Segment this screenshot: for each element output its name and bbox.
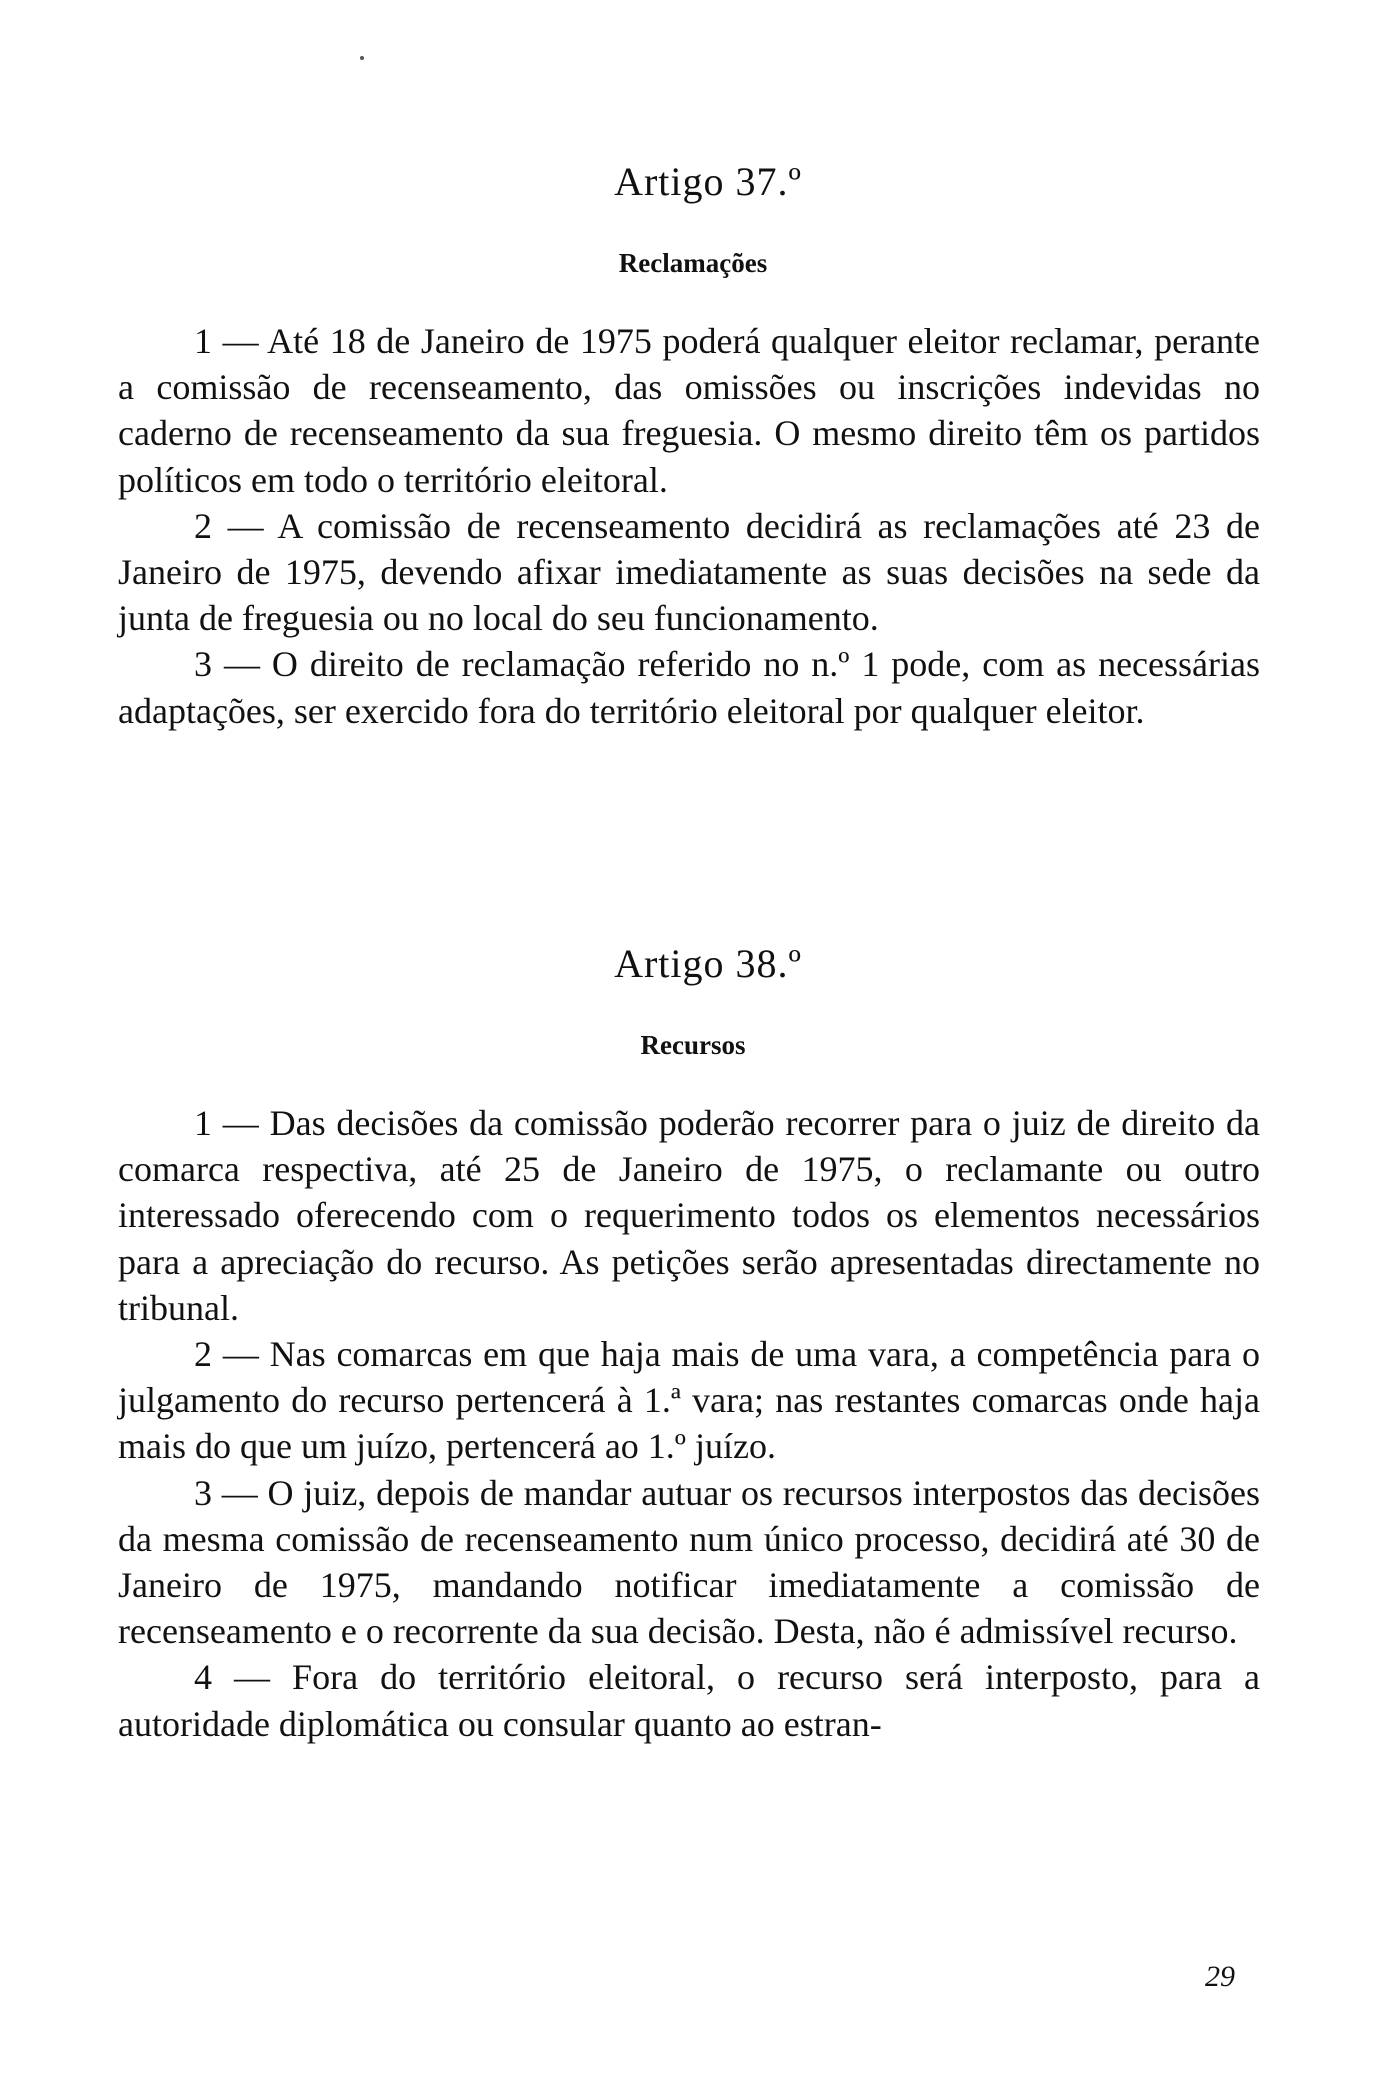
- article-37-paragraph-3: 3 — O direito de reclamação referido no n.º 1 pode, com as necessárias adaptações, ser exercido fora do território eleitoral por qualquer eleitor.: [118, 644, 1260, 731]
- article-38-paragraph-2: 2 — Nas comarcas em que haja mais de uma vara, a competência para o julgamento do recurso pertencerá à 1.ª vara; nas restantes comarcas onde haja mais do que um juízo, pertencerá ao 1.º juízo.: [118, 1334, 1260, 1467]
- article-38-paragraph-4: 4 — Fora do território eleitoral, o recurso será interposto, para a autoridade diplomática ou consular quanto ao estran-: [118, 1657, 1260, 1744]
- page-number: 29: [1205, 1960, 1235, 1993]
- article-38-body: [118, 1100, 1260, 1747]
- article-38-paragraph-1: 1 — Das decisões da comissão poderão recorrer para o juiz de direito da comarca respectiva, até 25 de Janeiro de 1975, o reclamante ou outro interessado oferecendo com o requerimento todos os elementos necessários para a apreciação do recurso. As petições serão apresentadas directamente no tribunal.: [118, 1103, 1260, 1328]
- scan-speck: [360, 56, 364, 60]
- article-38-subtitle: Recursos: [640, 1030, 746, 1060]
- article-37-body: [118, 318, 1260, 734]
- article-38-title: Artigo 38.º: [614, 941, 802, 986]
- article-37-title: Artigo 37.º: [614, 159, 802, 204]
- article-37-subtitle: Reclamações: [618, 248, 768, 278]
- article-37-paragraph-1: 1 — Até 18 de Janeiro de 1975 poderá qualquer eleitor reclamar, perante a comissão de recenseamento, das omissões ou inscrições indevidas no caderno de recenseamento da sua freguesia. O mesmo direito têm os partidos políticos em todo o território eleitoral.: [118, 321, 1260, 500]
- article-38-paragraph-3: 3 — O juiz, depois de mandar autuar os recursos interpostos das decisões da mesma comissão de recenseamento num único processo, decidirá até 30 de Janeiro de 1975, mandando notificar imediatamente a comissão de recenseamento e o recorrente da sua decisão. Desta, não é admissível recurso.: [118, 1472, 1260, 1652]
- article-37-paragraph-2: 2 — A comissão de recenseamento decidirá as reclamações até 23 de Janeiro de 1975, devendo afixar imediatamente as suas decisões na sede da junta de freguesia ou no local do seu funcionamento.: [118, 505, 1260, 639]
